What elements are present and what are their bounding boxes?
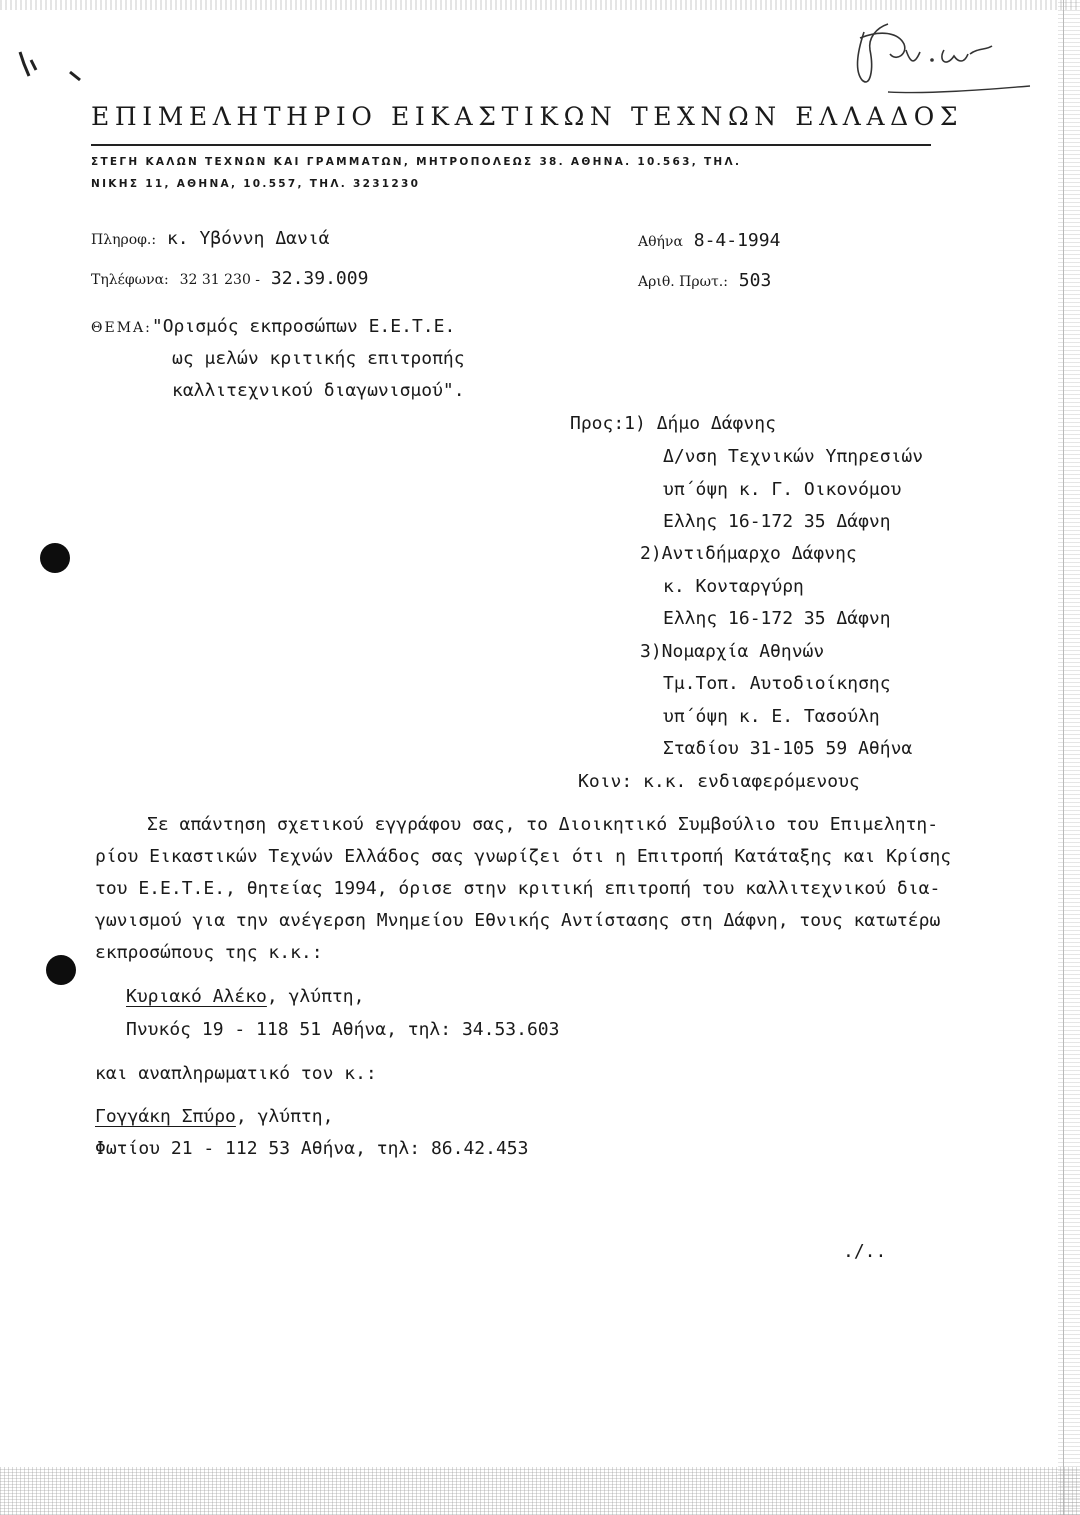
date-label: Αθήνα xyxy=(638,234,683,250)
phone-label: Τηλέφωνα: xyxy=(91,272,169,288)
date-row xyxy=(638,230,780,251)
protocol-row xyxy=(638,270,771,291)
info-value: κ. Υβόννη Δανιά xyxy=(166,228,330,249)
recipient-line-12: Κοιν: κ.κ. ενδιαφερόμενους xyxy=(578,771,860,792)
recipient-line-5: 2)Αντιδήμαρχο Δάφνης xyxy=(640,543,857,564)
letterhead-title: ΕΠΙΜΕΛΗΤΗΡΙΟ ΕΙΚΑΣΤΙΚΩΝ ΤΕΧΝΩΝ ΕΛΛΑΔΟΣ xyxy=(91,102,964,131)
body-line-4: γωνισμού για την ανέγερση Μνημείου Εθνικής Αντίστασης στη Δάφνη, τους κατωτέρω xyxy=(95,910,941,931)
rep1-name: Κυριακό Αλέκο xyxy=(126,986,267,1007)
scan-noise-bottom xyxy=(0,1467,1080,1515)
subject-line-1: "Ορισμός εκπροσώπων Ε.Ε.Τ.Ε. xyxy=(151,316,456,337)
rep2-role: , γλύπτη, xyxy=(235,1106,334,1127)
rep1-name-row xyxy=(126,986,364,1007)
date-value: 8-4-1994 xyxy=(693,230,781,251)
rep2-name: Γογγάκη Σπύρο xyxy=(95,1106,236,1127)
corner-scan-marks xyxy=(10,50,90,90)
rep1-address: Πνυκός 19 - 118 51 Αθήνα, τηλ: 34.53.603 xyxy=(126,1019,560,1040)
handwritten-note xyxy=(840,10,1040,100)
continuation-mark: ./.. xyxy=(843,1241,887,1262)
info-label: Πληροφ.: xyxy=(91,232,157,248)
scan-noise-top xyxy=(0,0,1080,10)
rep1-role: , γλύπτη, xyxy=(266,986,365,1007)
alternate-intro: και αναπληρωματικό τον κ.: xyxy=(95,1063,377,1084)
punch-hole-bottom xyxy=(46,955,76,985)
subject-row xyxy=(91,316,455,337)
scan-noise-right xyxy=(1058,0,1080,1515)
body-line-3: του Ε.Ε.Τ.Ε., θητείας 1994, όρισε στην κριτική επιτροπή του καλλιτεχνικού δια- xyxy=(95,878,941,899)
protocol-value: 503 xyxy=(738,270,772,291)
recipient-line-4: Ελλης 16-172 35 Δάφνη xyxy=(663,511,891,532)
recipient-line-1: Προς:1) Δήμο Δάφνης xyxy=(570,413,776,434)
subject-line-3: καλλιτεχνικού διαγωνισμού". xyxy=(172,380,465,401)
recipient-line-7: Ελλης 16-172 35 Δάφνη xyxy=(663,608,891,629)
recipient-line-8: 3)Νομαρχία Αθηνών xyxy=(640,641,825,662)
recipient-line-11: Σταδίου 31-105 59 Αθήνα xyxy=(663,738,913,759)
info-row xyxy=(91,228,330,249)
recipient-line-2: Δ/νση Τεχνικών Υπηρεσιών xyxy=(663,446,924,467)
recipient-line-3: υπ΄όψη κ. Γ. Οικονόμου xyxy=(663,479,902,500)
rep2-name-row xyxy=(95,1106,333,1127)
subject-label: ΘΕΜΑ: xyxy=(91,320,152,336)
recipient-line-9: Τμ.Τοπ. Αυτοδιοίκησης xyxy=(663,673,891,694)
phone-row xyxy=(91,268,368,289)
body-line-2: ρίου Εικαστικών Τεχνών Ελλάδος σας γνωρίζει ότι η Επιτροπή Κατάταξης και Κρίσης xyxy=(95,846,952,867)
body-line-1: Σε απάντηση σχετικού εγγράφου σας, το Διοικητικό Συμβούλιο του Επιμελητη- xyxy=(147,814,939,835)
phone-value-printed: 32 31 230 - xyxy=(179,272,261,288)
protocol-label: Αριθ. Πρωτ.: xyxy=(638,274,728,290)
letterhead-rule xyxy=(91,144,931,146)
punch-hole-top xyxy=(40,543,70,573)
body-line-5: εκπροσώπους της κ.κ.: xyxy=(95,942,323,963)
recipient-line-10: υπ΄όψη κ. Ε. Τασούλη xyxy=(663,706,880,727)
phone-value-typed: 32.39.009 xyxy=(270,268,369,289)
recipient-line-6: κ. Κονταργύρη xyxy=(663,576,804,597)
letterhead-address-line-1: ΣΤΕΓΗ ΚΑΛΩΝ ΤΕΧΝΩΝ ΚΑΙ ΓΡΑΜΜΑΤΩΝ, ΜΗΤΡΟΠΟΛΕΩΣ 38. ΑΘΗΝΑ. 10.563, ΤΗΛ. xyxy=(91,156,742,168)
scan-edge-line xyxy=(1063,0,1064,1515)
rep2-address: Φωτίου 21 - 112 53 Αθήνα, τηλ: 86.42.453 xyxy=(95,1138,529,1159)
subject-line-2: ως μελών κριτικής επιτροπής xyxy=(172,348,465,369)
letterhead-address-line-2: ΝΙΚΗΣ 11, ΑΘΗΝΑ, 10.557, ΤΗΛ. 3231230 xyxy=(91,178,421,190)
